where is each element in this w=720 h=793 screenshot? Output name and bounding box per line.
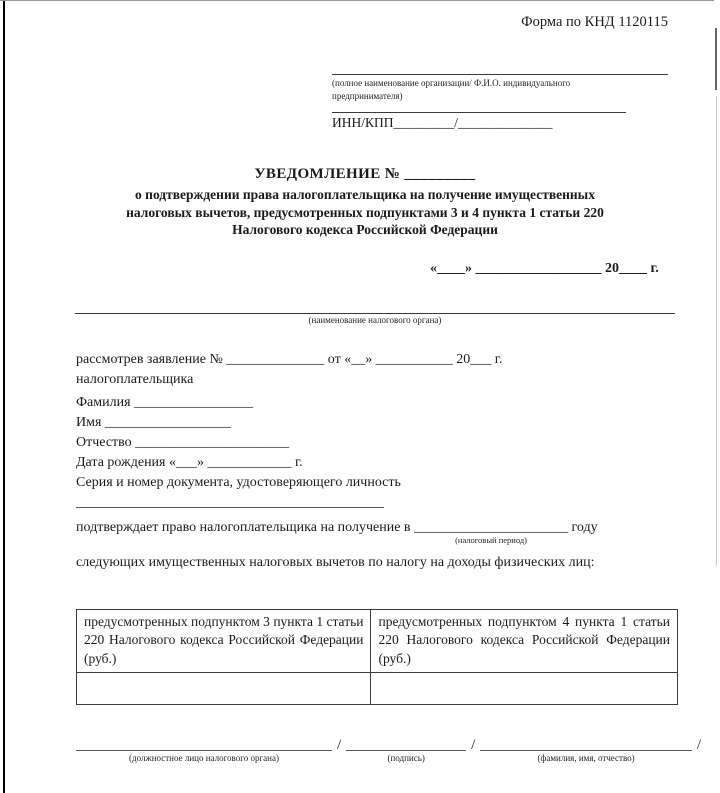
inn-kpp-blank-line [332, 112, 626, 113]
tax-period-blank: ______________________ (налоговый период) [414, 520, 569, 545]
field-birthdate: Дата рождения «___» ____________ г. [76, 455, 303, 471]
organization-block [332, 74, 668, 131]
confirmation-line-2: следующих имущественных налоговых вычетов по налогу на доходы физических лиц: [76, 555, 595, 570]
slash-separator-3: / [696, 737, 701, 753]
title-subtitle-line-2: налоговых вычетов, предусмотренных подпунктами 3 и 4 пункта 1 статьи 220 [126, 204, 604, 220]
page-top-border-line [0, 0, 714, 1]
organization-name-blank-line [332, 74, 668, 75]
taxpayer-fields-block [76, 393, 401, 493]
deductions-table [76, 609, 678, 705]
table-header-cell-subitem4: предусмотренных подпунктом 4 пункта 1 статьи 220 Налогового кодекса Российской Федерации (руб.) [371, 610, 678, 673]
confirmation-block [76, 520, 716, 571]
table-value-row [77, 673, 678, 705]
form-code-label: Форма по КНД 1120115 [521, 14, 668, 30]
signature-block [76, 737, 706, 763]
field-name: Имя __________________ [76, 415, 231, 431]
page-right-border-mark [715, 28, 717, 90]
slash-separator-2: / [471, 737, 476, 753]
official-caption: (должностное лицо налогового органа) [129, 753, 279, 763]
page-left-border-line [3, 0, 5, 793]
confirmation-text-after: году [571, 520, 598, 535]
taxpayer-word-line: налогоплательщика [76, 372, 194, 388]
tax-authority-caption: (наименование налогового органа) [308, 315, 442, 325]
field-patronymic: Отчество ______________________ [76, 435, 290, 451]
organization-name-caption: (полное наименование организации/ Ф.И.О. индивидуального предпринимателя) [332, 78, 571, 102]
table-value-cell-subitem3 [77, 673, 371, 705]
table-value-cell-subitem4 [371, 673, 678, 705]
fullname-blank-line [480, 737, 691, 751]
tax-period-caption: (налоговый период) [455, 535, 527, 545]
table-header-cell-subitem3: предусмотренных подпунктом 3 пункта 1 статьи 220 Налогового кодекса Российской Федерации (руб.) [77, 610, 371, 673]
table-header-row [77, 610, 678, 673]
field-surname: Фамилия _________________ [76, 395, 254, 410]
field-id-document: Серия и номер документа, удостоверяющего личность [76, 475, 401, 491]
signature-row [76, 737, 706, 763]
document-title-block [60, 166, 670, 239]
inn-kpp-label: ИНН/КПП_________/______________ [332, 115, 553, 131]
tax-authority-blank-line [75, 313, 675, 314]
slash-separator-1: / [337, 737, 342, 753]
signature-blank-line [346, 737, 466, 751]
id-document-blank-line [76, 507, 384, 508]
confirmation-line-1 [76, 520, 716, 545]
application-review-block [76, 350, 502, 391]
official-blank-line [76, 737, 332, 751]
signature-caption: (подпись) [387, 753, 425, 763]
page-right-border-line [716, 96, 717, 566]
document-date-line: «____» __________________ 20____ г. [430, 261, 659, 276]
title-subtitle-line-1: о подтверждении права налогоплательщика на получение имущественных [135, 187, 595, 202]
confirmation-text-before: подтверждает право налогоплательщика на получение в [76, 520, 411, 535]
fullname-caption: (фамилия, имя, отчество) [537, 753, 635, 763]
signature-segment [346, 737, 466, 763]
fullname-segment [480, 737, 691, 763]
tax-authority-block [75, 313, 675, 325]
title-subtitle-line-3: Налогового кодекса Российской Федерации [232, 222, 498, 238]
official-signature-segment [76, 737, 332, 763]
notification-title: УВЕДОМЛЕНИЕ № _________ [254, 166, 476, 182]
application-review-line: рассмотрев заявление № ______________ от «__» ___________ 20___ г. [76, 352, 503, 367]
